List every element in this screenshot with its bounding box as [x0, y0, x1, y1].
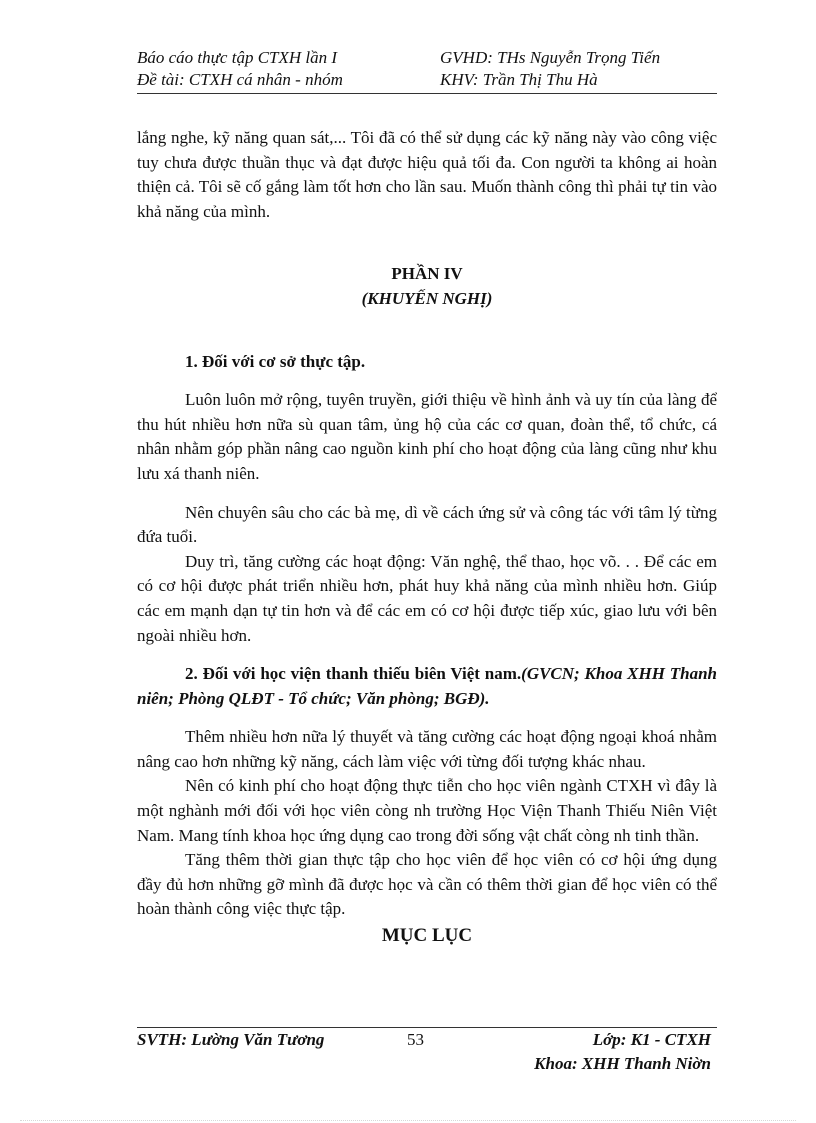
section2-paragraph-3: Tăng thêm thời gian thực tập cho học viên để học viên có cơ hội ứng dụng đầy đủ hơn những gỡ mình đã được học và cần có thêm thời gian để học viên có thể hoàn thành công việc thực tập.: [137, 850, 717, 919]
section2-heading: [137, 662, 717, 711]
part-subtitle: (KHUYẾN NGHỊ): [361, 288, 493, 308]
supervisor: GVHD: THs Nguyễn Trọng Tiến: [440, 48, 661, 67]
report-title: Báo cáo thực tập CTXH lần I: [137, 48, 338, 67]
part-title: PHẦN IV: [391, 264, 463, 284]
page-number: 53: [407, 1030, 424, 1049]
intro-paragraph: lắng nghe, kỹ năng quan sát,... Tôi đã có thể sử dụng các kỹ năng này vào công việc tuy chưa được thuần thục và đạt được hiệu quả tối đa. Con người ta không ai hoàn thiện cả. Tôi sẽ cố gắng làm tốt hơn cho lần sau. Muốn thành công thì phải tự tin vào khả năng của mình.: [137, 128, 717, 221]
topic: Đề tài: CTXH cá nhân - nhóm: [137, 70, 343, 89]
section1-paragraph-1: Luôn luôn mở rộng, tuyên truyền, giới thiệu về hình ảnh và uy tín của làng để thu hút nhiều hơn nữa sù quan tâm, ủng hộ của các cơ quan, đoàn thể, tổ chức, cá nhân nhằm góp phần nâng cao nguồn kinh phí cho hoạt động của làng cũng như khu lưu xá thanh niên.: [137, 390, 717, 483]
faculty-name: Khoa: XHH Thanh Niờn: [534, 1054, 711, 1073]
section2-paragraph-2: Nên có kinh phí cho hoạt động thực tiễn cho học viên ngành CTXH vì đây là một nghành mới đối với học viên còng nh trường Học Viện Thanh Thiếu Niên Việt Nam. Mang tính khoa học ứng dụng cao trong đời sống vật chất còng nh tinh thần.: [137, 776, 717, 845]
toc-title: MỤC LỤC: [381, 925, 473, 947]
instructor: KHV: Trần Thị Thu Hà: [440, 70, 598, 89]
page-edge-line: [20, 1120, 796, 1121]
section1-heading: 1. Đối với cơ sở thực tập.: [185, 351, 366, 371]
student-name: SVTH: Lường Văn Tương: [137, 1030, 325, 1049]
section1-paragraph-3: Duy trì, tăng cường các hoạt động: Văn nghệ, thể thao, học võ. . . Để các em có cơ hội được phát triển nhiều hơn, phát huy khả năng của mình nhiều hơn. Giúp các em mạnh dạn tự tin hơn và để các em có cơ hội được tiếp xúc, giao lưu với bên ngoài nhiều hơn.: [137, 551, 717, 645]
page-footer: [137, 1027, 717, 1076]
page-body: [137, 126, 717, 949]
class-name: Lớp: K1 - CTXH: [592, 1030, 711, 1049]
page-header: [137, 47, 717, 94]
section1-paragraph-2: Nên chuyên sâu cho các bà mẹ, dì về cách ứng sử và công tác với tâm lý từng đứa tuổi.: [137, 502, 717, 547]
section2-heading-title: 2. Đối với học viện thanh thiếu biên Việt nam.: [185, 664, 522, 684]
section2-paragraph-1: Thêm nhiều hơn nữa lý thuyết và tăng cường các hoạt động ngoại khoá nhằm nâng cao hơn những kỹ năng, cách làm việc với từng đối tượng khác nhau.: [137, 727, 717, 771]
section2-heading-note: (GVCN; Khoa XHH Thanh niên; Phòng QLĐT - Tổ chức; Văn phòng; BGĐ).: [137, 664, 717, 708]
